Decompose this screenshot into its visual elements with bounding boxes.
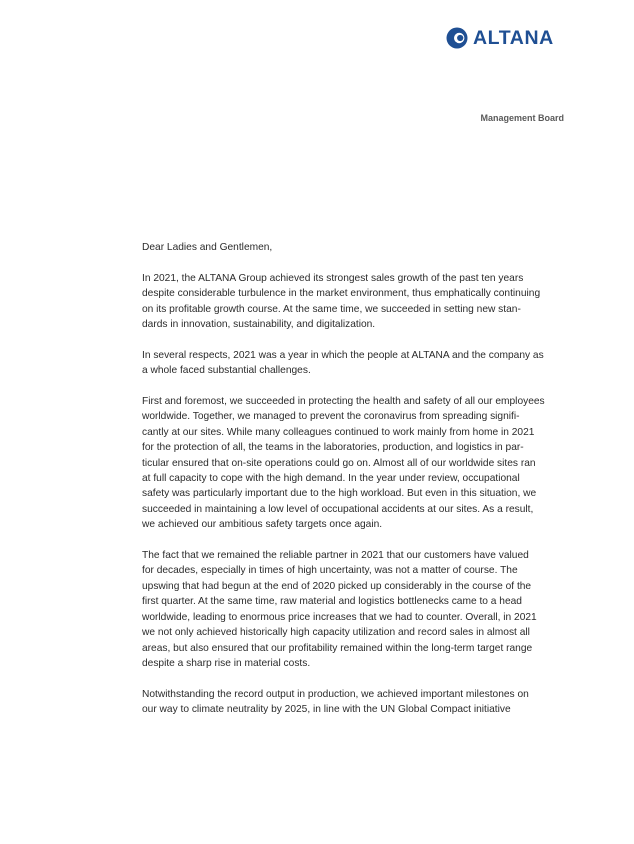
- text-line: on its profitable growth course. At the same time, we succeeded in setting new stan-: [142, 303, 521, 315]
- text-line: cantly at our sites. While many colleagues continued to work mainly from home in 2021: [142, 426, 535, 438]
- paragraph-1: [142, 271, 566, 333]
- text-line: upswing that had begun at the end of 2020 picked up considerably in the course of the: [142, 580, 532, 592]
- text-line: In several respects, 2021 was a year in which the people at ALTANA and the company as: [142, 349, 544, 361]
- text-line: worldwide. Together, we managed to prevent the coronavirus from spreading signifi-: [142, 411, 520, 423]
- text-line: The fact that we remained the reliable partner in 2021 that our customers have valued: [142, 550, 529, 562]
- paragraph-2: [142, 348, 566, 379]
- paragraph-5: [142, 687, 566, 718]
- text-line: first quarter. At the same time, raw material and logistics bottlenecks came to a head: [142, 596, 522, 608]
- text-line: In 2021, the ALTANA Group achieved its strongest sales growth of the past ten years: [142, 272, 524, 284]
- text-line: succeeded in maintaining a low level of occupational accidents at our sites. As a result,: [142, 503, 534, 515]
- paragraph-4: [142, 548, 566, 671]
- section-label: Management Board: [480, 113, 564, 123]
- text-line: areas, but also ensured that our profitability remained within the long-term target range: [142, 642, 533, 654]
- brand-name: ALTANA: [473, 27, 554, 49]
- text-line: despite considerable turbulence in the market environment, thus emphatically continuing: [142, 288, 541, 300]
- text-line: worldwide, leading to enormous price increases that we had to counter. Overall, in 2021: [142, 611, 537, 623]
- text-line: Notwithstanding the record output in production, we achieved important milestones on: [142, 688, 529, 700]
- text-line: First and foremost, we succeeded in protecting the health and safety of all our employees: [142, 396, 545, 408]
- text-line: at full capacity to cope with the high demand. In the year under review, occupational: [142, 473, 520, 485]
- text-line: for decades, especially in times of high uncertainty, was not a matter of course. The: [142, 565, 518, 577]
- text-line: a whole faced substantial challenges.: [142, 365, 311, 377]
- text-line: we achieved our ambitious safety targets once again.: [142, 519, 383, 531]
- text-line: dards in innovation, sustainability, and digitalization.: [142, 319, 376, 331]
- paragraph-3: [142, 394, 566, 533]
- text-line: ticular ensured that on-site operations could go on. Almost all of our worldwide sites ran: [142, 457, 536, 469]
- text-line: for the protection of all, the teams in the laboratories, production, and logistics in par-: [142, 442, 524, 454]
- altana-logo-icon: [446, 27, 468, 49]
- letter-body: [142, 240, 566, 733]
- salutation: Dear Ladies and Gentlemen,: [142, 242, 273, 253]
- text-line: despite a sharp rise in material costs.: [142, 657, 311, 669]
- text-line: our way to climate neutrality by 2025, in line with the UN Global Compact initiative: [142, 704, 511, 716]
- altana-logo: [446, 27, 554, 49]
- text-line: we not only achieved historically high capacity utilization and record sales in almost all: [142, 627, 530, 639]
- text-line: safety was particularly important due to the high workload. But even in this situation, we: [142, 488, 537, 500]
